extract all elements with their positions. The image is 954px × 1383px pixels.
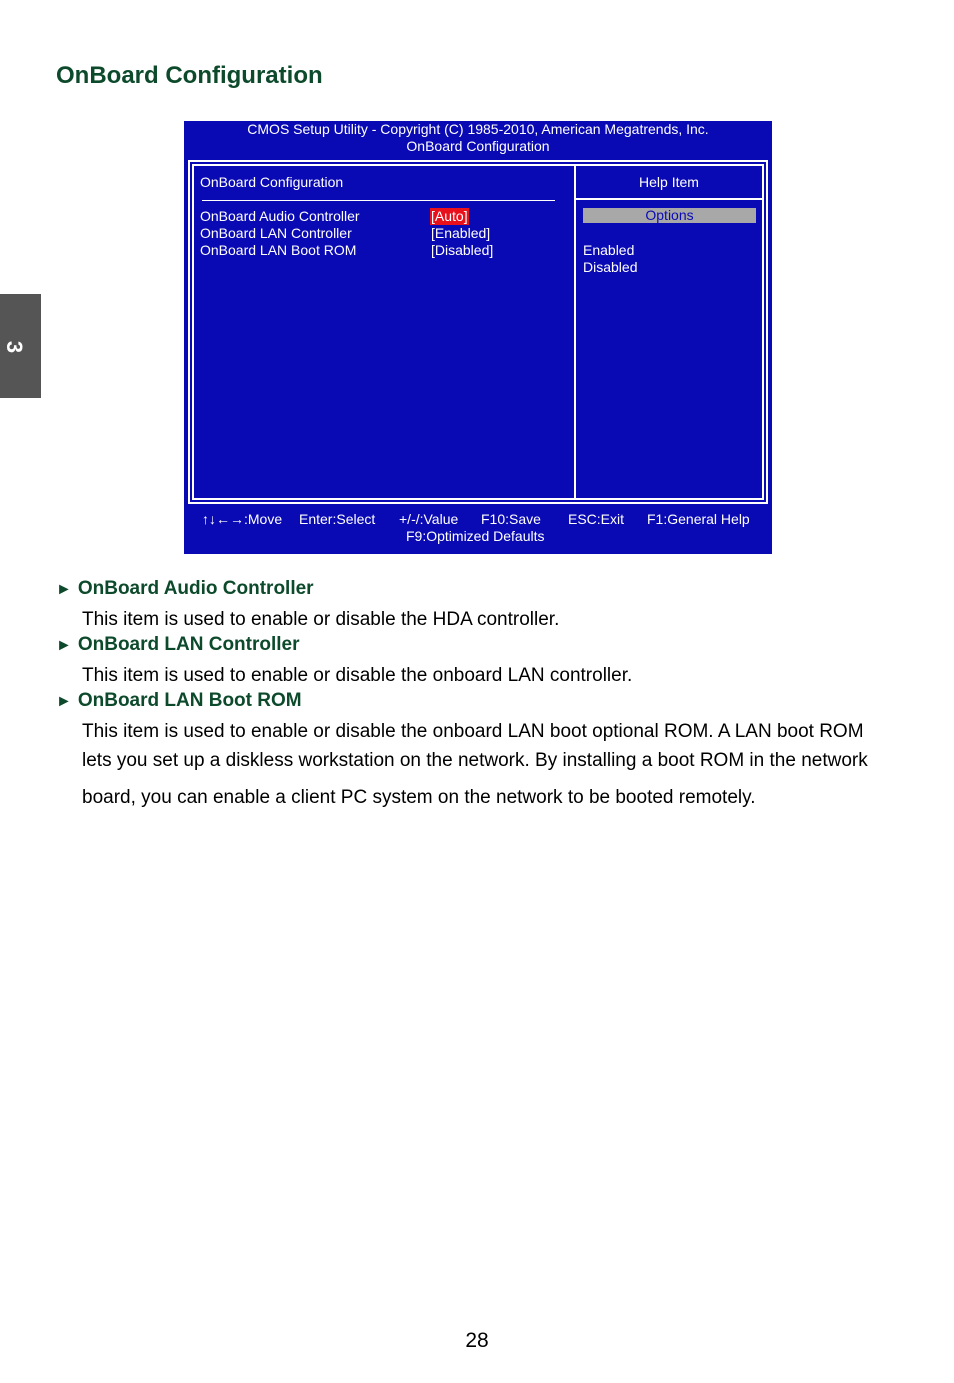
- help-title: Help Item: [639, 174, 699, 190]
- setting-row-lan[interactable]: [200, 225, 570, 242]
- footer-save: F10:Save: [481, 511, 541, 527]
- item-heading-text: OnBoard Audio Controller: [77, 578, 314, 599]
- footer-enter: Enter:Select: [299, 511, 376, 527]
- item-heading-audio: [56, 578, 314, 600]
- triangle-right-icon: ►: [56, 637, 72, 654]
- page-title: OnBoard Configuration: [56, 62, 323, 89]
- setting-name: OnBoard LAN Boot ROM: [200, 242, 357, 258]
- setting-value-selected[interactable]: [Auto]: [431, 208, 468, 224]
- setting-row-audio[interactable]: [200, 208, 570, 225]
- panel-divider: [574, 166, 576, 498]
- setting-name: OnBoard LAN Controller: [200, 225, 352, 241]
- section-divider: [202, 200, 555, 201]
- setting-name: OnBoard Audio Controller: [200, 208, 360, 224]
- help-option-disabled: Disabled: [583, 259, 638, 275]
- help-divider: [576, 198, 762, 200]
- footer-value: +/-/:Value: [399, 511, 459, 527]
- item-description: lets you set up a diskless workstation on the network. By installing a boot ROM in the network: [82, 750, 868, 771]
- item-description: This item is used to enable or disable the HDA controller.: [82, 609, 560, 630]
- bios-copyright: CMOS Setup Utility - Copyright (C) 1985-2010, American Megatrends, Inc.: [247, 121, 709, 137]
- bios-footer: [184, 511, 772, 547]
- bios-frame-inner: [192, 164, 764, 500]
- item-heading-lan-boot-rom: [56, 690, 302, 712]
- chapter-tab: [0, 294, 41, 398]
- item-description: board, you can enable a client PC system on the network to be booted remotely.: [82, 787, 756, 808]
- triangle-right-icon: ►: [56, 581, 72, 598]
- footer-defaults: F9:Optimized Defaults: [406, 528, 545, 544]
- item-heading-text: OnBoard LAN Controller: [77, 634, 300, 655]
- page-number: 28: [465, 1329, 489, 1352]
- bios-section-title: OnBoard Configuration: [200, 174, 344, 190]
- item-description: This item is used to enable or disable the onboard LAN boot optional ROM. A LAN boot ROM: [82, 721, 864, 742]
- bios-header: [184, 121, 772, 155]
- setting-value[interactable]: [Enabled]: [431, 225, 491, 241]
- item-heading-text: OnBoard LAN Boot ROM: [77, 690, 302, 711]
- bios-frame: [188, 160, 768, 504]
- help-option-enabled: Enabled: [583, 242, 635, 258]
- bios-screen-name: OnBoard Configuration: [406, 138, 550, 154]
- setting-value[interactable]: [Disabled]: [431, 242, 494, 258]
- options-header: Options: [583, 208, 756, 223]
- footer-move: ↑↓←→:Move: [202, 511, 283, 527]
- footer-exit: ESC:Exit: [568, 511, 625, 527]
- item-description: This item is used to enable or disable the onboard LAN controller.: [82, 665, 633, 686]
- footer-help: F1:General Help: [647, 511, 750, 527]
- setting-row-lan-boot-rom[interactable]: [200, 242, 570, 259]
- item-heading-lan: [56, 634, 300, 656]
- bios-screenshot: [184, 121, 772, 554]
- triangle-right-icon: ►: [56, 693, 72, 710]
- chapter-number: 3: [2, 340, 28, 354]
